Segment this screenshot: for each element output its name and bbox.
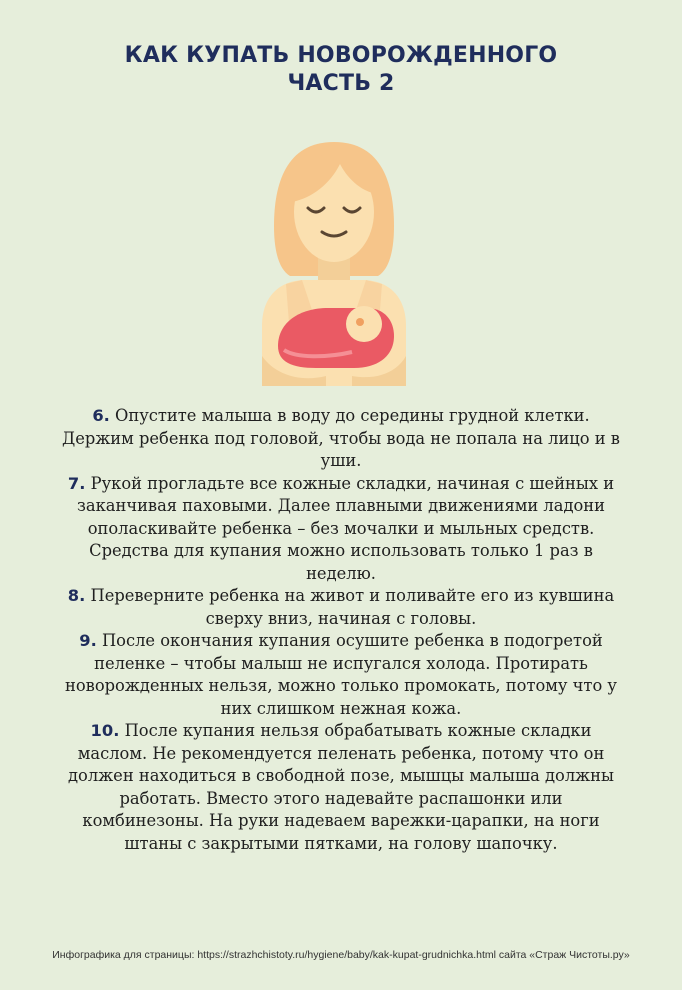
- step-number: 10.: [90, 721, 120, 740]
- step-number: 6.: [92, 406, 110, 425]
- step-text: После окончания купания осушите ребенка в подогретой пеленке – чтобы малыш не испугался холода. Протирать новорожденных нельзя, можно только промокать, потому что у них слишком нежная кожа.: [65, 631, 617, 718]
- page-title-line-2: ЧАСТЬ 2: [287, 71, 395, 96]
- source-footer: Инфографика для страницы: https://strazhchistoty.ru/hygiene/baby/kak-kupat-grudnichka.html сайта «Страж Чистоты.ру»: [52, 949, 630, 961]
- step-text: Опустите малыша в воду до середины грудной клетки. Держим ребенка под головой, чтобы вода не попала на лицо и в уши.: [62, 406, 620, 470]
- step-text: Переверните ребенка на живот и поливайте его из кувшина сверху вниз, начиная с головы.: [90, 586, 615, 628]
- step-7: [58, 473, 624, 586]
- step-6: [58, 405, 624, 473]
- step-text: После купания нельзя обрабатывать кожные складки маслом. Не рекомендуется пеленать ребенка, потому что он должен находиться в свободной позе, мышцы малыша должны работать. Вместо этого надевайте распашонки или комбинезоны. На руки надеваем варежки-царапки, на ноги штаны с закрытыми пятками, на голову шапочку.: [68, 721, 614, 853]
- page-title: [0, 42, 682, 98]
- step-8: [58, 585, 624, 630]
- step-number: 9.: [79, 631, 97, 650]
- step-10: [58, 720, 624, 855]
- page-title-line-1: КАК КУПАТЬ НОВОРОЖДЕННОГО: [124, 43, 558, 68]
- step-number: 7.: [67, 473, 86, 493]
- mother-holding-baby-icon: [256, 136, 412, 386]
- instructions-list: [58, 405, 624, 855]
- step-text: Рукой прогладьте все кожные складки, начиная с шейных и заканчивая паховыми. Далее плавными движениями ладони ополаскивайте ребенка – без мочалки и мыльных средств. Средства для купания можно использовать только 1 раз в неделю.: [77, 473, 615, 583]
- step-number: 8.: [67, 586, 86, 605]
- step-9: [58, 630, 624, 720]
